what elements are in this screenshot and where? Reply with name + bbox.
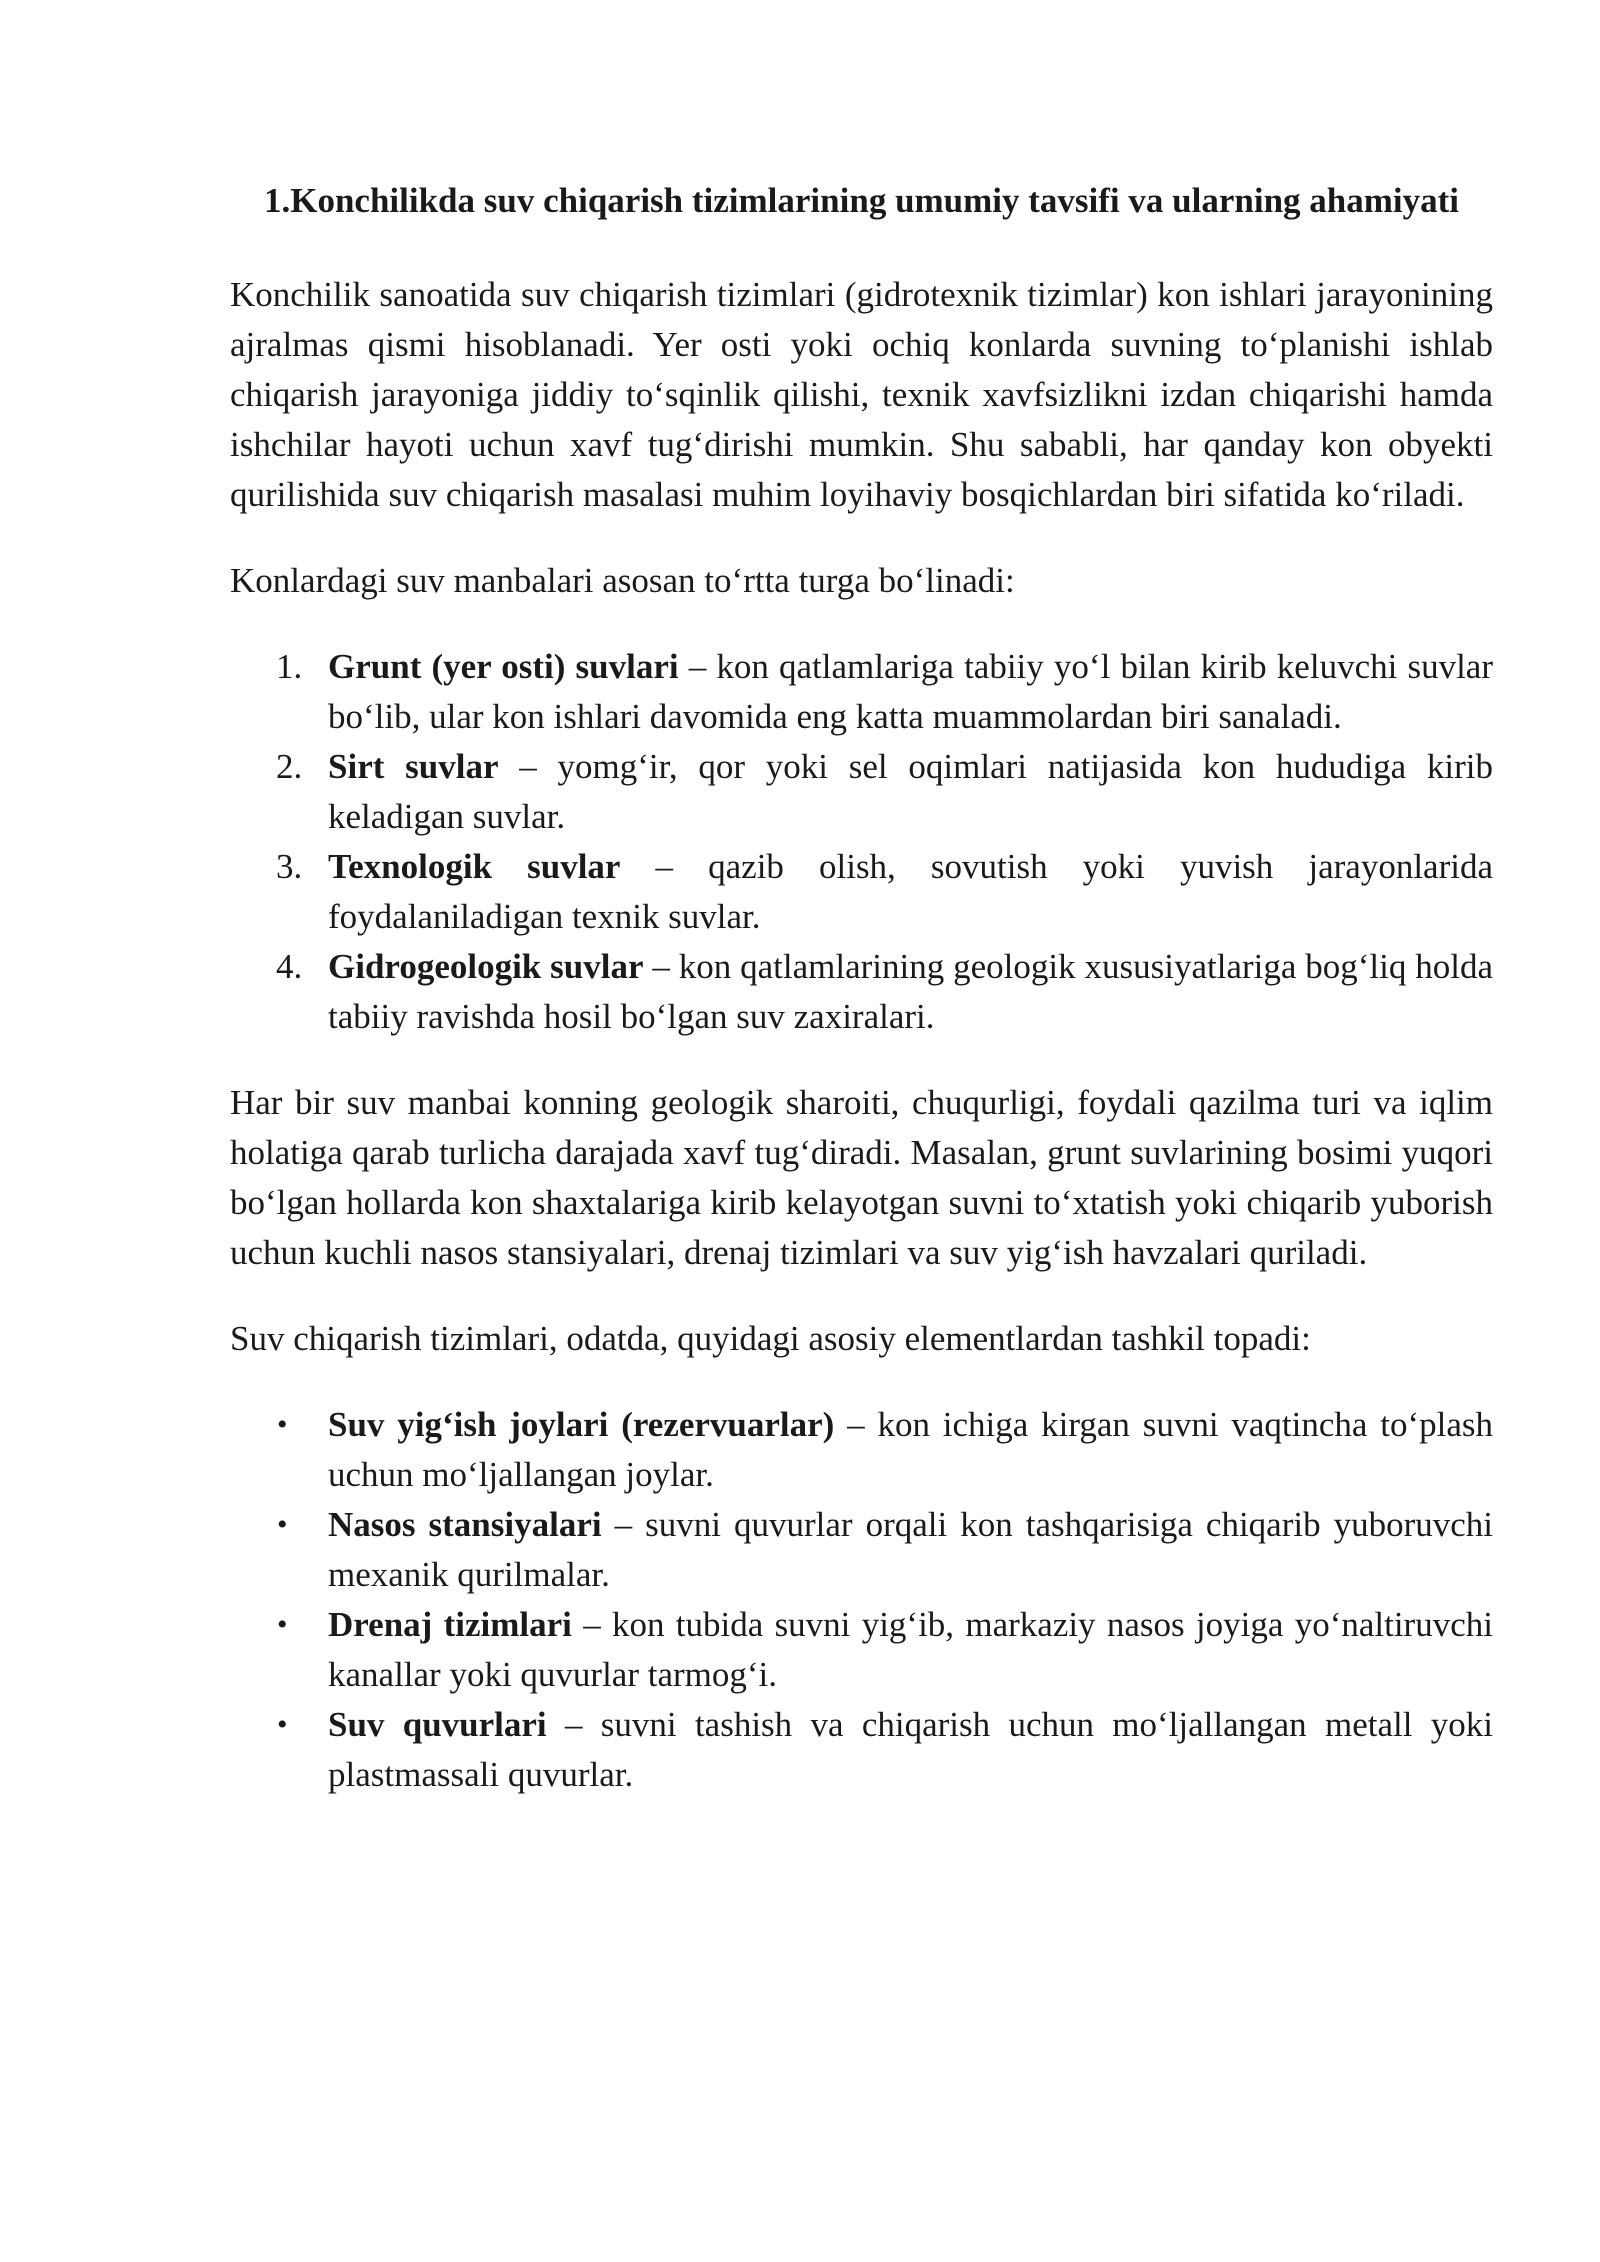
list-item	[230, 1400, 1493, 1500]
list-number: 2.	[276, 747, 303, 786]
list-item-text: – yomg‘ir, qor yoki sel oqimlari natijasida kon hududiga kirib keladigan suvlar.	[328, 747, 1493, 836]
section-title: 1.Konchilikda suv chiqarish tizimlarining umumiy tavsifi va ularning ahamiyati	[263, 181, 1460, 220]
bullet-icon: •	[277, 1708, 288, 1741]
list-item-text: – suvni tashish va chiqarish uchun mo‘ljallangan metall yoki plastmassali quvurlar.	[328, 1705, 1493, 1794]
list-item-term: Drenaj tizimlari	[328, 1605, 572, 1644]
list-item-term: Grunt (yer osti) suvlari	[328, 647, 679, 686]
bullet-icon: •	[277, 1408, 288, 1441]
list-item-text: – kon tubida suvni yig‘ib, markaziy nasos joyiga yo‘naltiruvchi kanallar yoki quvurlar tarmog‘i.	[328, 1605, 1493, 1694]
bullet-icon: •	[277, 1508, 288, 1541]
system-elements-list	[230, 1400, 1493, 1800]
list-number: 1.	[276, 647, 303, 686]
sources-lead-paragraph: Konlardagi suv manbalari asosan to‘rtta turga bo‘linadi:	[230, 561, 1015, 600]
list-item-text: – kon qatlamlarining geologik xususiyatlariga bog‘liq holda tabiiy ravishda hosil bo‘lgan suv zaxiralari.	[328, 947, 1493, 1036]
list-item	[230, 742, 1493, 842]
list-item	[230, 1600, 1493, 1700]
list-item-text: – kon ichiga kirgan suvni vaqtincha to‘plash uchun mo‘ljallangan joylar.	[328, 1405, 1493, 1494]
water-sources-list	[230, 642, 1493, 1042]
list-item-term: Suv yig‘ish joylari (rezervuarlar)	[328, 1405, 835, 1444]
list-item	[230, 842, 1493, 942]
list-number: 3.	[276, 847, 303, 886]
list-item-term: Suv quvurlari	[328, 1705, 547, 1744]
bullet-icon: •	[277, 1608, 288, 1641]
list-item-text: – kon qatlamlariga tabiiy yo‘l bilan kirib keluvchi suvlar bo‘lib, ular kon ishlari davomida eng katta muammolardan biri sanaladi.	[328, 647, 1493, 736]
list-item-term: Gidrogeologik suvlar	[328, 947, 644, 986]
list-item-term: Nasos stansiyalari	[328, 1505, 602, 1544]
list-item	[230, 642, 1493, 742]
risk-paragraph: Har bir suv manbai konning geologik sharoiti, chuqurligi, foydali qazilma turi va iqlim holatiga qarab turlicha darajada xavf tug‘diradi. Masalan, grunt suvlarining bosimi yuqori bo‘lgan hollarda kon shaxtalariga kirib kelayotgan suvni to‘xtatish yoki chiqarib yuborish uchun kuchli nasos stansiyalari, drenaj tizimlari va suv yig‘ish havzalari quriladi.	[230, 1083, 1493, 1272]
list-item	[230, 942, 1493, 1042]
list-item-text: – suvni quvurlar orqali kon tashqarisiga chiqarib yuboruvchi mexanik qurilmalar.	[328, 1505, 1494, 1594]
list-item-text: – qazib olish, sovutish yoki yuvish jarayonlarida foydalaniladigan texnik suvlar.	[328, 847, 1493, 936]
elements-lead-paragraph: Suv chiqarish tizimlari, odatda, quyidagi asosiy elementlardan tashkil topadi:	[230, 1319, 1311, 1358]
list-item	[230, 1500, 1493, 1600]
list-item	[230, 1700, 1493, 1800]
list-number: 4.	[276, 947, 303, 986]
document-page	[230, 176, 1493, 1836]
list-item-term: Texnologik suvlar	[328, 847, 621, 886]
list-item-term: Sirt suvlar	[328, 747, 499, 786]
intro-paragraph: Konchilik sanoatida suv chiqarish tizimlari (gidrotexnik tizimlar) kon ishlari jarayonining ajralmas qismi hisoblanadi. Yer osti yoki ochiq konlarda suvning to‘planishi ishlab chiqarish jarayoniga jiddiy to‘sqinlik qilishi, texnik xavfsizlikni izdan chiqarishi hamda ishchilar hayoti uchun xavf tug‘dirishi mumkin. Shu sababli, har qanday kon obyekti qurilishida suv chiqarish masalasi muhim loyihaviy bosqichlardan biri sifatida ko‘riladi.	[230, 275, 1493, 514]
